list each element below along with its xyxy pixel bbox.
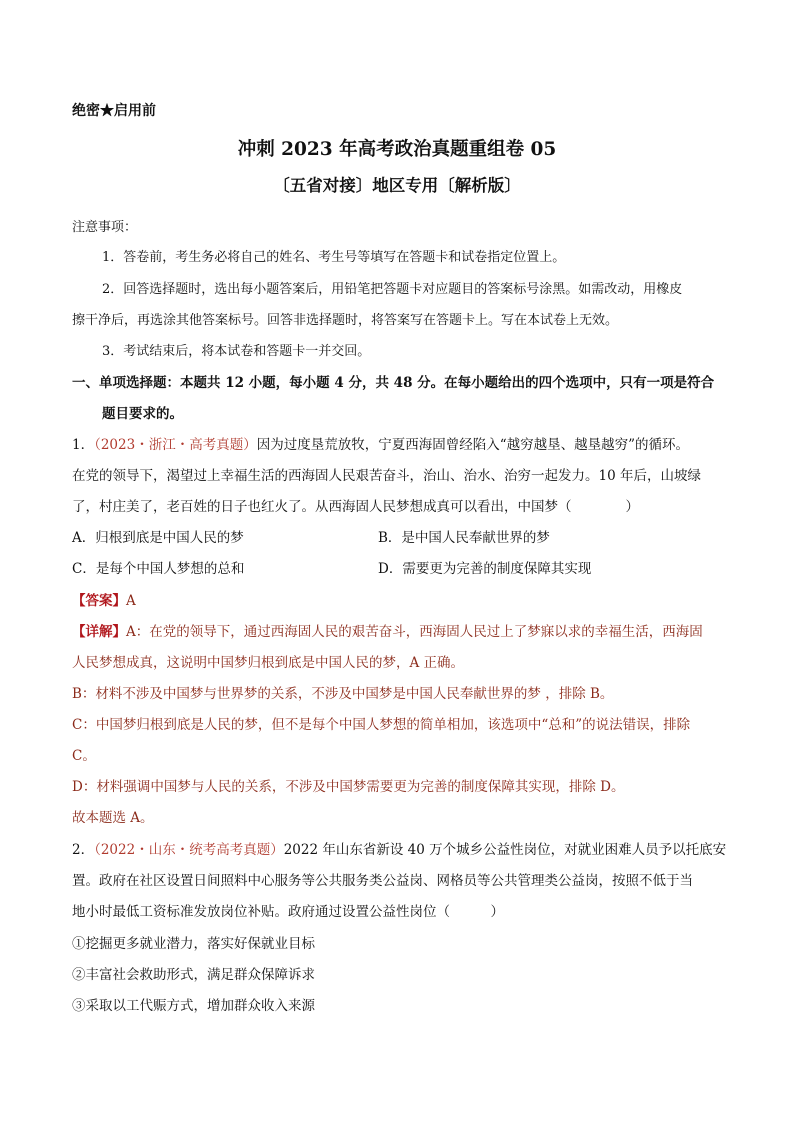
answer-line [72, 591, 136, 611]
question-2-stem-line: 地小时最低工资标准发放岗位补贴。政府通过设置公益性岗位（ ） [72, 904, 504, 920]
confidential-label: 绝密★启用前 [72, 103, 156, 119]
question-1-stem [72, 435, 689, 455]
option-b: B．是中国人民奉献世界的梦 [378, 530, 550, 546]
statement-item: ②丰富社会救助形式，满足群众保障诉求 [72, 967, 315, 983]
conclusion-line: 故本题选 A。 [72, 810, 154, 826]
question-source: （2022・山东・统考高考真题） [94, 842, 284, 858]
detail-line: D：材料强调中国梦与人民的关系，不涉及中国梦需要更为完善的制度保障其实现，排除 D。 [72, 779, 625, 795]
page-subtitle: 〔五省对接〕地区专用〔解析版〕 [273, 176, 521, 195]
detail-line [72, 622, 703, 642]
detail-label: 【详解】 [72, 624, 126, 640]
detail-line: 人民梦想成真，这说明中国梦归根到底是中国人民的梦，A 正确。 [72, 655, 465, 671]
page-title: 冲刺 2023 年高考政治真题重组卷 05 [237, 139, 557, 160]
detail-line: C：中国梦归根到底是人民的梦，但不是每个中国人梦想的简单相加，该选项中“总和”的说法错误，排除 [72, 717, 691, 733]
note-item: 擦干净后，再选涂其他答案标号。回答非选择题时，将答案写在答题卡上。写在本试卷上无效。 [72, 313, 619, 328]
note-item: 2．回答选择题时，选出每小题答案后，用铅笔把答题卡对应题目的答案标号涂黑。如需改动，用橡皮 [102, 282, 683, 297]
answer-value: A [126, 593, 136, 609]
question-2-stem-line: 置。政府在社区设置日间照料中心服务等公共服务类公益岗、网格员等公共管理类公益岗，按照不低于当 [72, 873, 693, 889]
option-d: D．需要更为完善的制度保障其实现 [378, 561, 592, 577]
question-1-stem-line: 在党的领导下，渴望过上幸福生活的西海固人民艰苦奋斗，治山、治水、治穷一起发力。10 年后，山坡绿 [72, 468, 701, 484]
notes-heading: 注意事项： [72, 220, 138, 235]
question-2-stem [72, 840, 726, 860]
question-1-stem-line: 了，村庄美了，老百姓的日子也红火了。从西海固人民梦想成真可以看出，中国梦（ ） [72, 499, 639, 515]
question-number: 2． [72, 842, 95, 858]
option-a: A．归根到底是中国人民的梦 [72, 530, 244, 546]
detail-text: A：在党的领导下，通过西海固人民的艰苦奋斗，西海固人民过上了梦寐以求的幸福生活，西海固 [126, 624, 703, 640]
question-text: 因为过度垦荒放牧，宁夏西海固曾经陷入“越穷越垦、越垦越穷”的循环。 [256, 437, 690, 453]
question-source: （2023・浙江・高考真题） [94, 437, 257, 453]
statement-item: ③采取以工代赈方式，增加群众收入来源 [72, 998, 315, 1014]
note-item: 1．答卷前，考生务必将自己的姓名、考生号等填写在答题卡和试卷指定位置上。 [102, 250, 566, 265]
detail-line: B：材料不涉及中国梦与世界梦的关系，不涉及中国梦是中国人民奉献世界的梦 ，排除 B。 [72, 686, 614, 702]
section-heading: 一、单项选择题：本题共 12 小题，每小题 4 分，共 48 分。在每小题给出的四个选项中，只有一项是符合 [72, 375, 715, 391]
note-item: 3．考试结束后，将本试卷和答题卡一并交回。 [102, 344, 371, 359]
answer-label: 【答案】 [72, 593, 126, 609]
question-text: 2022 年山东省新设 40 万个城乡公益性岗位，对就业困难人员予以托底安 [283, 842, 727, 858]
detail-line: C。 [72, 748, 96, 764]
option-c: C．是每个中国人梦想的总和 [72, 561, 245, 577]
question-number: 1． [72, 437, 95, 453]
section-heading-cont: 题目要求的。 [102, 406, 183, 422]
statement-item: ①挖掘更多就业潜力，落实好保就业目标 [72, 936, 315, 952]
